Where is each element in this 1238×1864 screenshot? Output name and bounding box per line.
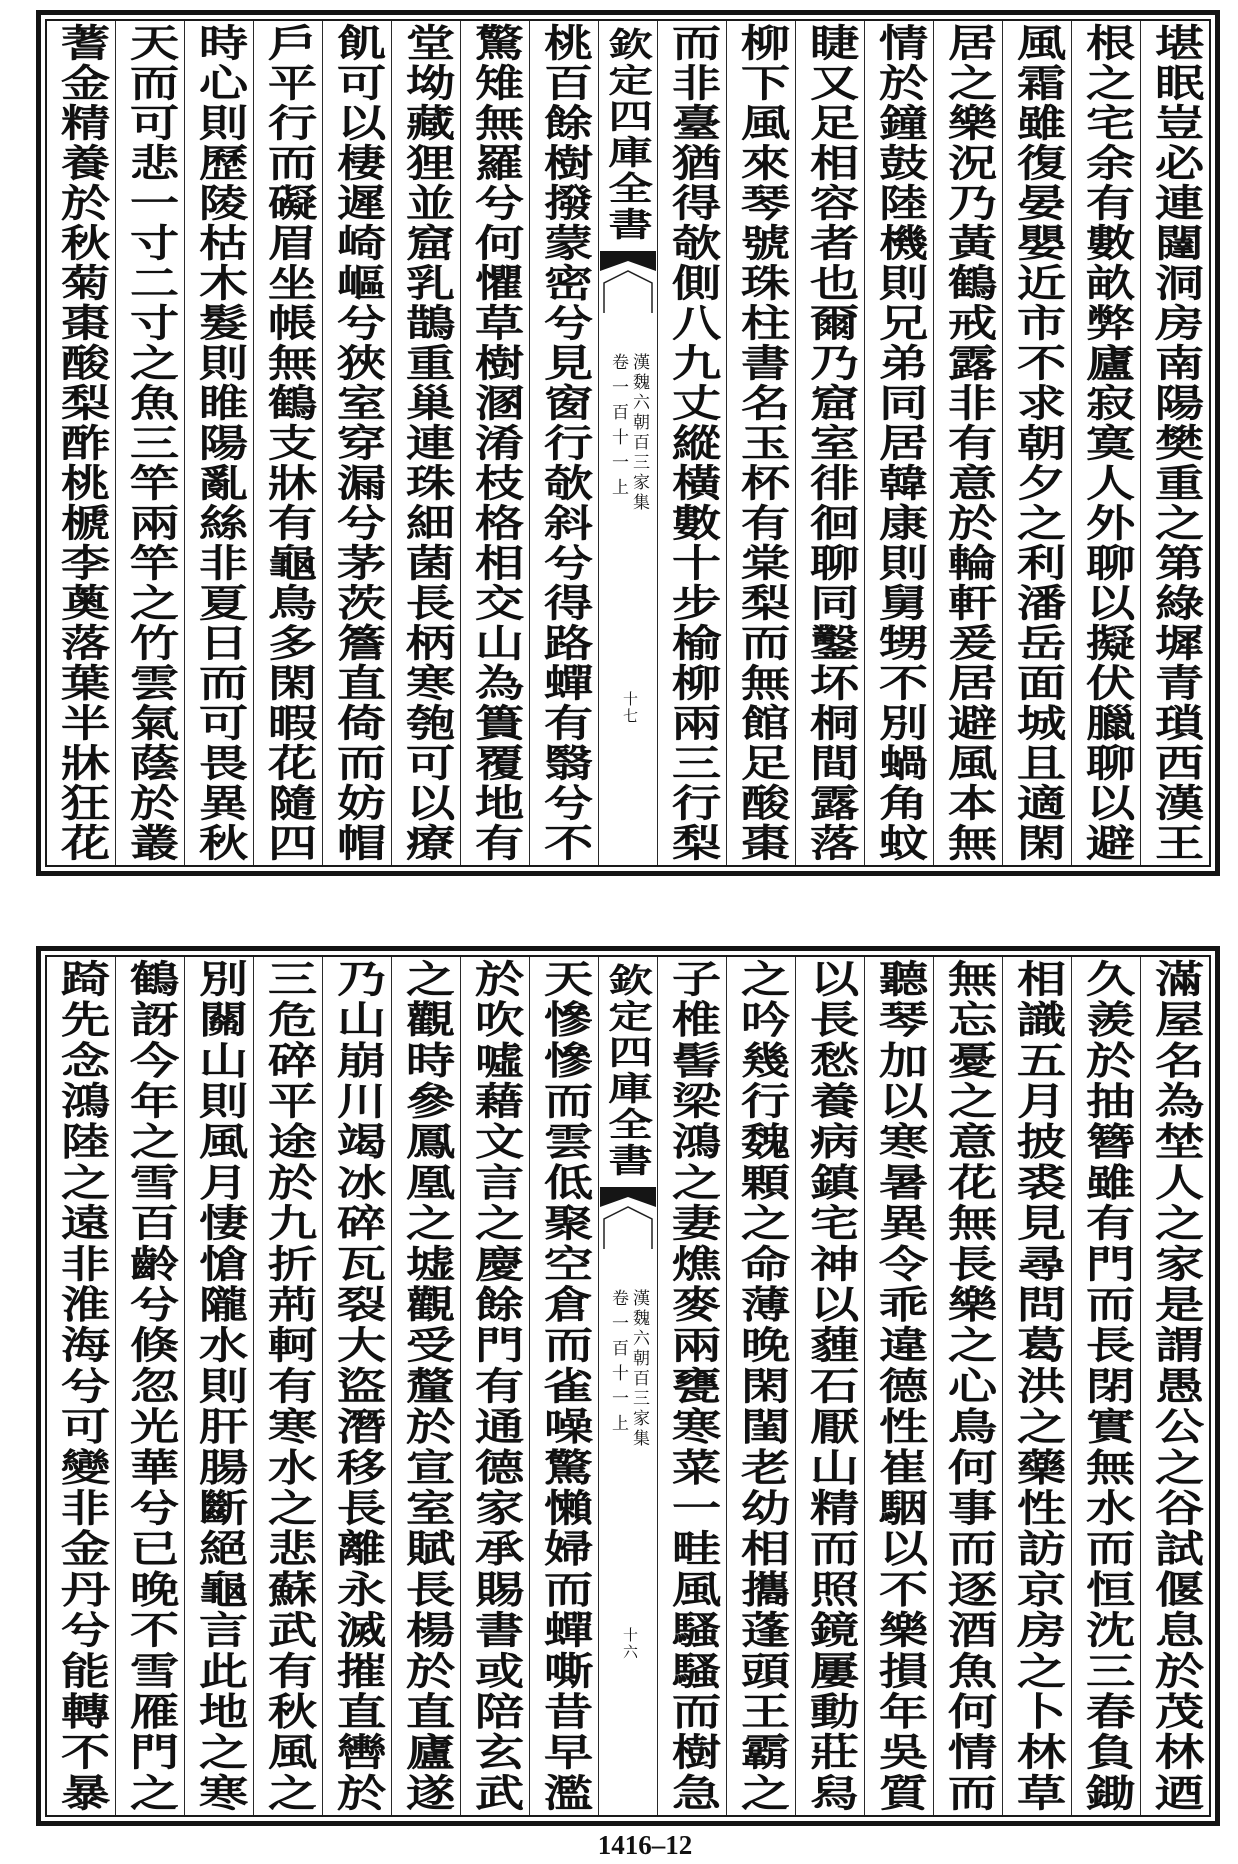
column-text: 柳下風來琴號珠柱書名玉杯有棠梨而無館足酸棗: [732, 23, 791, 863]
column-text: 堪眠豈必連闥洞房南陽樊重之第綠墀青瑣西漢王: [1146, 23, 1205, 863]
page-number: 1416–12: [597, 1830, 693, 1860]
text-columns: [47, 21, 1209, 865]
column-text: 情於鐘鼓陸機則兄弟同居韓康則舅甥不別蝸角蚊: [870, 23, 929, 863]
column-text: 居之樂況乃黃鶴戒露非有意於輪軒爰居避風本無: [939, 23, 998, 863]
text-column: [864, 21, 933, 865]
column-text: 天慘慘而雲低聚空倉而雀噪驚懶婦而蟬嘶昔早濫: [535, 959, 594, 1814]
text-column: [795, 957, 864, 1815]
column-text: 蓍金精養於秋菊棗酸梨酢桃榹李薁落葉半牀狂花: [52, 23, 111, 863]
inner-frame: [45, 955, 1211, 1817]
text-column: [726, 957, 795, 1815]
column-text: 之吟幾行魏顆之命薄晚閑閨老幼相攜蓬頭王霸之: [732, 959, 791, 1814]
text-column: [1140, 957, 1209, 1815]
text-column: [253, 21, 322, 865]
column-text: 根之宅余有數畝弊廬寂寞人外聊以擬伏臘聊以避: [1077, 23, 1136, 863]
inner-frame: [45, 19, 1211, 867]
collection-title: 漢魏六朝百三家集: [629, 1289, 649, 1449]
column-text: 以長愁養病鎮宅神以薶石厭山精而照鏡屢動莊舄: [801, 959, 860, 1814]
leaf-number: 十七: [621, 691, 639, 725]
text-column: [253, 957, 322, 1815]
column-text: 無忘憂之意花無長樂之心鳥何事而逐酒魚何情而: [939, 959, 998, 1814]
column-text: 時心則歷陵枯木髮則睢陽亂絲非夏日而可畏異秋: [190, 23, 249, 863]
text-column: [322, 21, 391, 865]
column-text: 睫又足相容者也爾乃窟室徘徊聊同鑿坏桐間露落: [801, 23, 860, 863]
text-column: [1002, 957, 1071, 1815]
text-column: [529, 957, 598, 1815]
column-text: 風霜雖復晏嬰近市不求朝夕之利潘岳面城且適閑: [1008, 23, 1067, 863]
text-column: [115, 957, 184, 1815]
text-column: [47, 957, 115, 1815]
column-text: 滿屋名為埜人之家是謂愚公之谷試偃息於茂林迺: [1146, 959, 1205, 1814]
column-text: 驚雉無羅兮何懼草樹溷淆枝格相交山為簣覆地有: [466, 23, 525, 863]
column-text: 聽琴加以寒暑異令乖違德性崔駰以不樂損年吳質: [870, 959, 929, 1814]
text-column: [391, 957, 460, 1815]
text-column: [184, 21, 253, 865]
volume-label: 卷一百十一上: [608, 1289, 628, 1439]
column-text: 踦先念鴻陸之遠非淮海兮可變非金丹兮能轉不暴: [52, 959, 111, 1814]
text-column: [460, 957, 529, 1815]
text-column: [657, 957, 726, 1815]
column-text: 飢可以棲遲崎嶇兮狹室穿漏兮茅茨簷直倚而妨帽: [328, 23, 387, 863]
column-text: 久羨於抽簪雖有門而長閉實無水而恒沈三春負鋤: [1077, 959, 1136, 1814]
text-column: [1071, 21, 1140, 865]
banxin-sub-columns: [599, 353, 657, 513]
column-text: 桃百餘樹撥蒙密兮見窗行欹斜兮得路蟬有翳兮不: [535, 23, 594, 863]
text-column: [115, 21, 184, 865]
column-text: 相識五月披裘見尋問葛洪之藥性訪京房之卜林草: [1008, 959, 1067, 1814]
column-text: 之觀時參鳳凰之墟觀受釐於宣室賦長楊於直廬遂: [397, 959, 456, 1814]
text-columns: [47, 957, 1209, 1815]
column-text: 於吹噓藉文言之慶餘門有通德家承賜書或陪玄武: [466, 959, 525, 1814]
column-text: 鶴訝今年之雪百齡兮倏忽光華兮已晚不雪雁門之: [121, 959, 180, 1814]
column-text: 子椎髻梁鴻之妻燋麥兩甕寒菜一畦風騷騷而樹急: [663, 959, 722, 1814]
column-text: 乃山崩川竭冰碎瓦裂大盜潛移長離永滅摧直轡於: [328, 959, 387, 1814]
text-column: [933, 957, 1002, 1815]
column-text: 戶平行而礙眉坐帳無鶴支牀有龜鳥多閑暇花隨四: [259, 23, 318, 863]
volume-label: 卷一百十一上: [608, 353, 628, 503]
text-column: [657, 21, 726, 865]
column-text: 堂坳藏狸並窟乳鵲重巢連珠細菌長柄寒匏可以療: [397, 23, 456, 863]
column-text: 別關山則風月悽愴隴水則肝腸斷絕龜言此地之寒: [190, 959, 249, 1814]
text-column: [460, 21, 529, 865]
center-fold-column: [598, 957, 657, 1815]
text-column: [864, 957, 933, 1815]
text-column: [933, 21, 1002, 865]
book-title: 欽定四庫全書: [601, 27, 655, 243]
text-column: [184, 957, 253, 1815]
text-column: [1071, 957, 1140, 1815]
book-title: 欽定四庫全書: [601, 963, 655, 1179]
banxin-sub-columns: [599, 1289, 657, 1449]
column-text: 三危碎平途於九折荊軻有寒水之悲蘇武有秋風之: [259, 959, 318, 1814]
column-text: 而非臺猶得欹側八九丈縱橫數十步榆柳兩三行梨: [663, 23, 722, 863]
text-column: [1002, 21, 1071, 865]
upper-half-page: [36, 10, 1220, 876]
text-column: [391, 21, 460, 865]
center-fold-column: [598, 21, 657, 865]
text-column: [322, 957, 391, 1815]
lower-half-page: [36, 946, 1220, 1826]
text-column: [795, 21, 864, 865]
text-column: [726, 21, 795, 865]
collection-title: 漢魏六朝百三家集: [629, 353, 649, 513]
text-column: [47, 21, 115, 865]
text-column: [529, 21, 598, 865]
text-column: [1140, 21, 1209, 865]
leaf-number: 十六: [621, 1627, 639, 1661]
column-text: 天而可悲一寸二寸之魚三竿兩竿之竹雲氣蔭於叢: [121, 23, 180, 863]
